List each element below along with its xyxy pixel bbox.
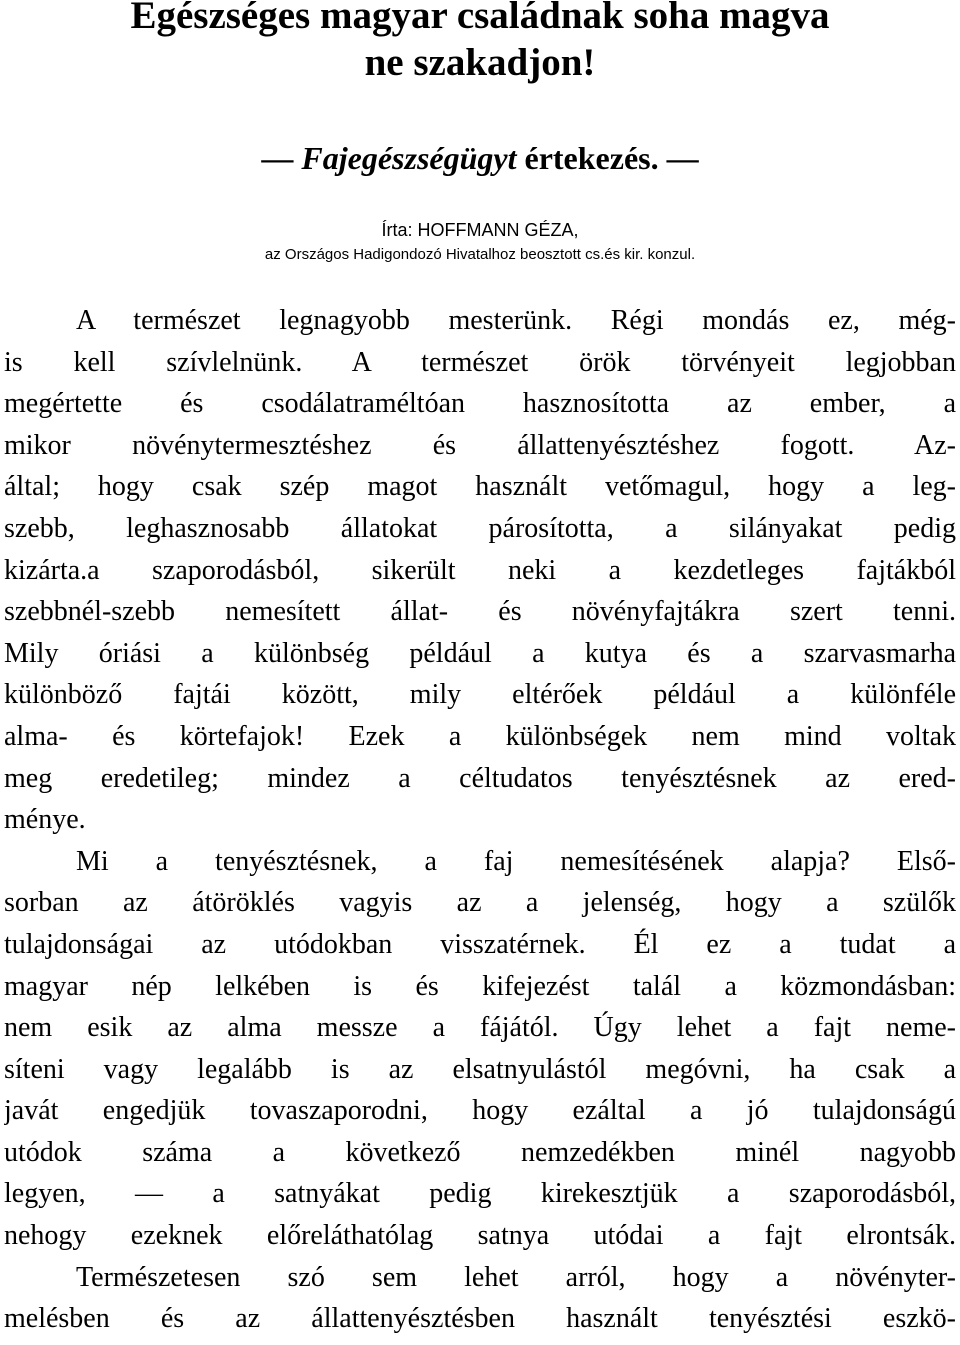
text-line: különböző fajtái között, mily eltérőek például a különféle (4, 679, 956, 711)
text-line: nem esik az alma messze a fájától. Úgy lehet a fajt neme- (4, 1012, 956, 1044)
text-line: melésben és az állattenyésztésben használt tenyésztési eszkö- (4, 1303, 956, 1335)
document-subtitle (0, 138, 960, 178)
author-affiliation: az Országos Hadigondozó Hivatalhoz beosztott cs.és kir. konzul. (264, 246, 696, 263)
text-line: sorban az átöröklés vagyis az a jelenség, hogy a szülők (4, 887, 956, 919)
text-line: utódok száma a következő nemzedékben minél nagyobb (4, 1136, 956, 1168)
author-line: Írta: HOFFMANN GÉZA, (381, 220, 579, 240)
text-line: szebb, leghasznosabb állatokat párosította, a silányakat pedig (4, 512, 956, 544)
text-line: szebbnél-szebb nemesített állat- és növényfajtákra szert tenni. (4, 596, 956, 628)
text-line: síteni vagy legalább is az elsatnyulástól megóvni, ha csak a (4, 1053, 956, 1085)
subtitle-italic: Fajegészségügyt (301, 140, 517, 176)
text-line: alma- és körtefajok! Ezek a különbségek nem mind voltak (4, 720, 956, 752)
text-line: kizárta.a szaporodásból, sikerült neki a kezdetleges fajtákból (4, 554, 956, 586)
text-line: meg eredetileg; mindez a céltudatos tenyésztésnek az ered- (4, 762, 956, 794)
body-text (4, 300, 956, 1340)
text-line: Mi a tenyésztésnek, a faj nemesítésének alapja? Első- (76, 845, 956, 877)
subtitle-dash-left: — (261, 140, 294, 176)
text-line: legyen, — a satnyákat pedig kirekesztjük a szaporodásból, (4, 1178, 956, 1210)
subtitle-dash-right: — (666, 140, 699, 176)
document-title (0, 0, 960, 86)
text-line: javát engedjük tovaszaporodni, hogy ezáltal a jó tulajdonságú (4, 1095, 956, 1127)
text-line: A természet legnagyobb mesterünk. Régi mondás ez, még- (76, 305, 956, 336)
text-line: nehogy ezeknek előreláthatólag satnya utódai a fajt elrontsák. (4, 1220, 956, 1252)
text-line: megértette és csodálatraméltóan hasznosította az ember, a (4, 388, 956, 420)
text-line: által; hogy csak szép magot használt vetőmagul, hogy a leg- (4, 471, 956, 503)
text-line: tulajdonságai az utódokban visszatérnek. Él ez a tudat a (4, 928, 956, 960)
text-line: Természetesen szó sem lehet arról, hogy a növényter- (76, 1261, 956, 1293)
title-line-1: Egészséges magyar családnak soha magva (130, 0, 830, 37)
text-line: Mily óriási a különbség például a kutya és a szarvasmarha (4, 637, 956, 669)
text-line: ménye. (4, 804, 86, 836)
text-line: mikor növénytermesztéshez és állattenyésztéshez fogott. Az- (4, 429, 956, 461)
text-line: is kell szívlelnünk. A természet örök törvényeit legjobban (4, 346, 956, 378)
text-line: magyar nép lelkében is és kifejezést talál a közmondásban: (4, 970, 956, 1002)
subtitle-plain: értekezés. (524, 140, 659, 176)
title-line-2: ne szakadjon! (364, 41, 596, 84)
